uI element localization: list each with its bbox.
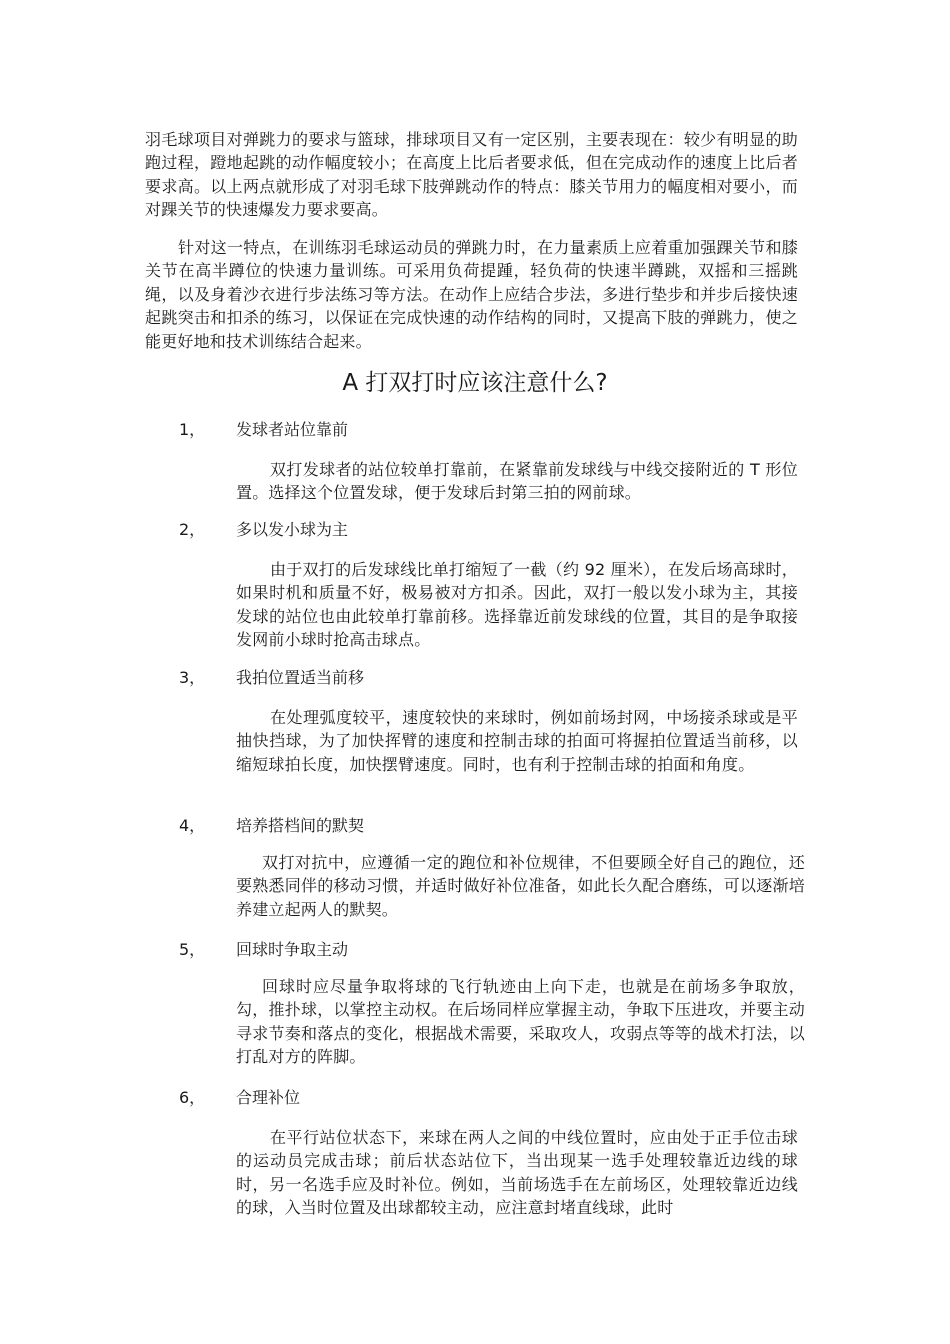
intro-paragraph-2: 针对这一特点，在训练羽毛球运动员的弹跳力时，在力量素质上应着重加强踝关节和膝关节在高半蹲位的快速力量训练。可采用负荷提踵，轻负荷的快速半蹲跳，双摇和三摇跳绳，以及身着沙衣进行步法练习等方法。在动作上应结合步法，多进行垫步和并步后接快速起跳突击和扣杀的练习，以保证在完成快速的动作结构的同时，又提高下肢的弹跳力，使之能更好地和技术训练结合起来。 xyxy=(145,238,798,351)
item-2-number: 2， xyxy=(179,520,206,539)
item-6-number: 6， xyxy=(179,1088,206,1107)
item-4-number: 4， xyxy=(179,816,206,835)
item-5-number: 5， xyxy=(179,940,206,959)
item-1-heading: 发球者站位靠前 xyxy=(236,420,349,439)
intro-paragraph-1: 羽毛球项目对弹跳力的要求与篮球，排球项目又有一定区别，主要表现在：较少有明显的助跑过程，蹬地起跳的动作幅度较小；在高度上比后者要求低，但在完成动作的速度上比后者要求高。以上两点就形成了对羽毛球下肢弹跳动作的特点：膝关节用力的幅度相对要小，而对踝关节的快速爆发力要求要高。 xyxy=(145,130,798,220)
item-3-body: 在处理弧度较平，速度较快的来球时，例如前场封网，中场接杀球或是平抽快挡球，为了加快挥臂的速度和控制击球的拍面可将握拍位置适当前移，以缩短球拍长度，加快摆臂速度。同时，也有利于控制击球的拍面和角度。 xyxy=(236,708,798,774)
item-6-heading: 合理补位 xyxy=(236,1088,301,1107)
item-2-body: 由于双打的后发球线比单打缩短了一截（约 92 厘米），在发后场高球时，如果时机和质量不好，极易被对方扣杀。因此，双打一般以发小球为主，其接发球的站位也由此较单打靠前移。选择靠近前发球线的位置，其目的是争取接发网前小球时抢高击球点。 xyxy=(236,560,798,650)
item-3-heading: 我拍位置适当前移 xyxy=(236,668,365,687)
item-2-heading: 多以发小球为主 xyxy=(236,520,349,539)
item-4-heading: 培养搭档间的默契 xyxy=(236,816,365,835)
section-title: A 打双打时应该注意什么? xyxy=(342,370,608,396)
item-1-number: 1， xyxy=(179,420,206,439)
item-4-body: 双打对抗中，应遵循一定的跑位和补位规律，不但要顾全好自己的跑位，还要熟悉同伴的移动习惯，并适时做好补位准备，如此长久配合磨练，可以逐渐培养建立起两人的默契。 xyxy=(236,853,805,919)
item-1-body: 双打发球者的站位较单打靠前，在紧靠前发球线与中线交接附近的 T 形位置。选择这个位置发球，便于发球后封第三拍的网前球。 xyxy=(236,460,798,503)
item-5-body: 回球时应尽量争取将球的飞行轨迹由上向下走，也就是在前场多争取放，勾，推扑球，以掌控主动权。在后场同样应掌握主动，争取下压进攻，并要主动寻求节奏和落点的变化，根据战术需要，采取攻人，攻弱点等等的战术打法，以打乱对方的阵脚。 xyxy=(236,977,805,1067)
item-3-number: 3， xyxy=(179,668,206,687)
item-5-heading: 回球时争取主动 xyxy=(236,940,349,959)
item-6-body: 在平行站位状态下，来球在两人之间的中线位置时，应由处于正手位击球的运动员完成击球；前后状态站位下，当出现某一选手处理较靠近边线的球时，另一名选手应及时补位。例如，当前场选手在左前场区，处理较靠近边线的球，入当时位置及出球都较主动，应注意封堵直线球，此时 xyxy=(236,1128,798,1218)
